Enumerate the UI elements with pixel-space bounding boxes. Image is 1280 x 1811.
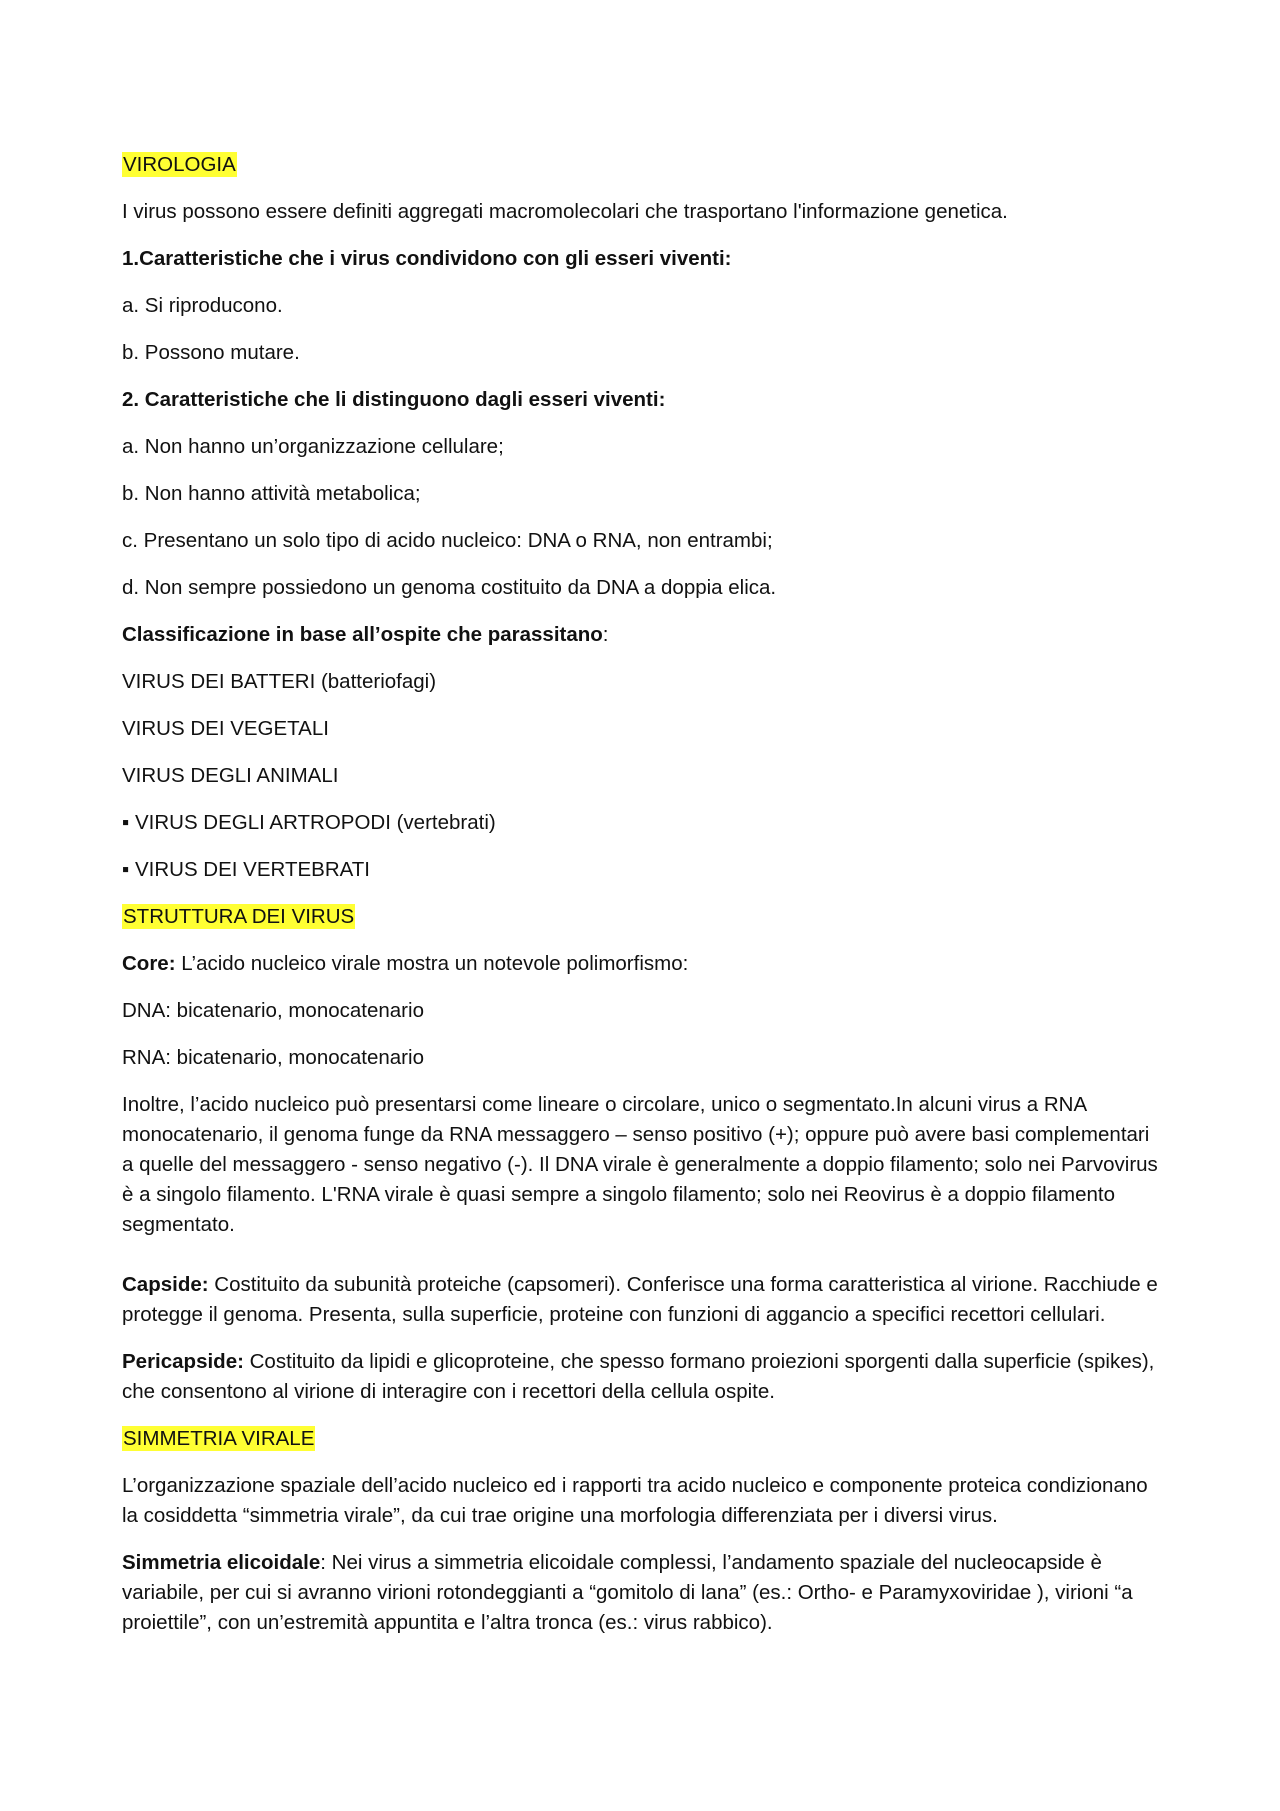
intro-paragraph: I virus possono essere definiti aggregati macromolecolari che trasportano l'informazione genetica. [122,200,1008,223]
pericapside-text: Costituito da lipidi e glicoproteine, che spesso formano proiezioni sporgenti dalla superficie (spikes), che consentono al virione di interagire con i recettori della cellula ospite. [122,1350,1155,1403]
core-label: Core: [122,952,176,975]
core-dna: DNA: bicatenario, monocatenario [122,999,424,1022]
list-item: a. Si riproducono. [122,294,283,317]
document-body [122,150,1162,1655]
capside-text: Costituito da subunità proteiche (capsomeri). Conferisce una forma caratteristica al virione. Racchiude e protegge il genoma. Presenta, sulla superficie, proteine con funzioni di aggancio a specifici recettori cellulari. [122,1273,1158,1326]
core-details: Inoltre, l’acido nucleico può presentarsi come lineare o circolare, unico o segmentato.In alcuni virus a RNA monocatenario, il genoma funge da RNA messaggero – senso positivo (+); oppure può avere basi complementari a quelle del messaggero - senso negativo (-). Il DNA virale è generalmente a doppio filamento; solo nei Parvovirus è a singolo filamento. L'RNA virale è quasi sempre a singolo filamento; solo nei Reovirus è a doppio filamento segmentato. [122,1093,1158,1236]
simmetria-intro: L’organizzazione spaziale dell’acido nucleico ed i rapporti tra acido nucleico e componente proteica condizionano la cosiddetta “simmetria virale”, da cui trae origine una morfologia differenziata per i diversi virus. [122,1474,1148,1527]
highlight: VIROLOGIA [123,153,236,176]
highlight: SIMMETRIA VIRALE [123,1427,315,1450]
list-item: ▪ VIRUS DEI VERTEBRATI [122,858,371,881]
list-item: VIRUS DEGLI ANIMALI [122,764,339,787]
classification-title-text: Classificazione in base all’ospite che parassitano [122,623,603,646]
capside-paragraph [122,1270,1162,1330]
list-item: b. Non hanno attività metabolica; [122,482,421,505]
list-item: d. Non sempre possiedono un genoma costituito da DNA a doppia elica. [122,576,777,599]
simmetria-elicoidale-label: Simmetria elicoidale [122,1551,321,1574]
pericapside-label: Pericapside: [122,1350,244,1373]
list-item: b. Possono mutare. [122,341,300,364]
list-item: a. Non hanno un’organizzazione cellulare; [122,435,504,458]
heading-simmetria [122,1424,1162,1454]
core-rna: RNA: bicatenario, monocatenario [122,1046,424,1069]
simmetria-elicoidale-paragraph [122,1548,1162,1638]
shared-characteristics-title: 1.Caratteristiche che i virus condividono con gli esseri viventi: [122,247,732,270]
heading-virologia [122,150,1162,180]
classification-title [122,620,1162,650]
classification-title-suffix: : [602,623,609,646]
list-item: c. Presentano un solo tipo di acido nucleico: DNA o RNA, non entrambi; [122,529,773,552]
highlight: STRUTTURA DEI VIRUS [123,905,355,928]
list-item: VIRUS DEI BATTERI (batteriofagi) [122,670,437,693]
list-item: ▪ VIRUS DEGLI ARTROPODI (vertebrati) [122,811,496,834]
simmetria-elicoidale-text: : Nei virus a simmetria elicoidale complessi, l’andamento spaziale del nucleocapside è variabile, per cui si avranno virioni rotondeggianti a “gomitolo di lana” (es.: Ortho- e Paramyxoviridae ), virioni “a proiettile”, con un’estremità appuntita e l’altra tronca (es.: virus rabbico). [122,1551,1133,1634]
list-item: VIRUS DEI VEGETALI [122,717,329,740]
core-paragraph [122,949,1162,979]
heading-struttura [122,902,1162,932]
core-text: L’acido nucleico virale mostra un notevole polimorfismo: [175,952,689,975]
capside-label: Capside: [122,1273,209,1296]
distinct-characteristics-title: 2. Caratteristiche che li distinguono dagli esseri viventi: [122,388,666,411]
pericapside-paragraph [122,1347,1162,1407]
